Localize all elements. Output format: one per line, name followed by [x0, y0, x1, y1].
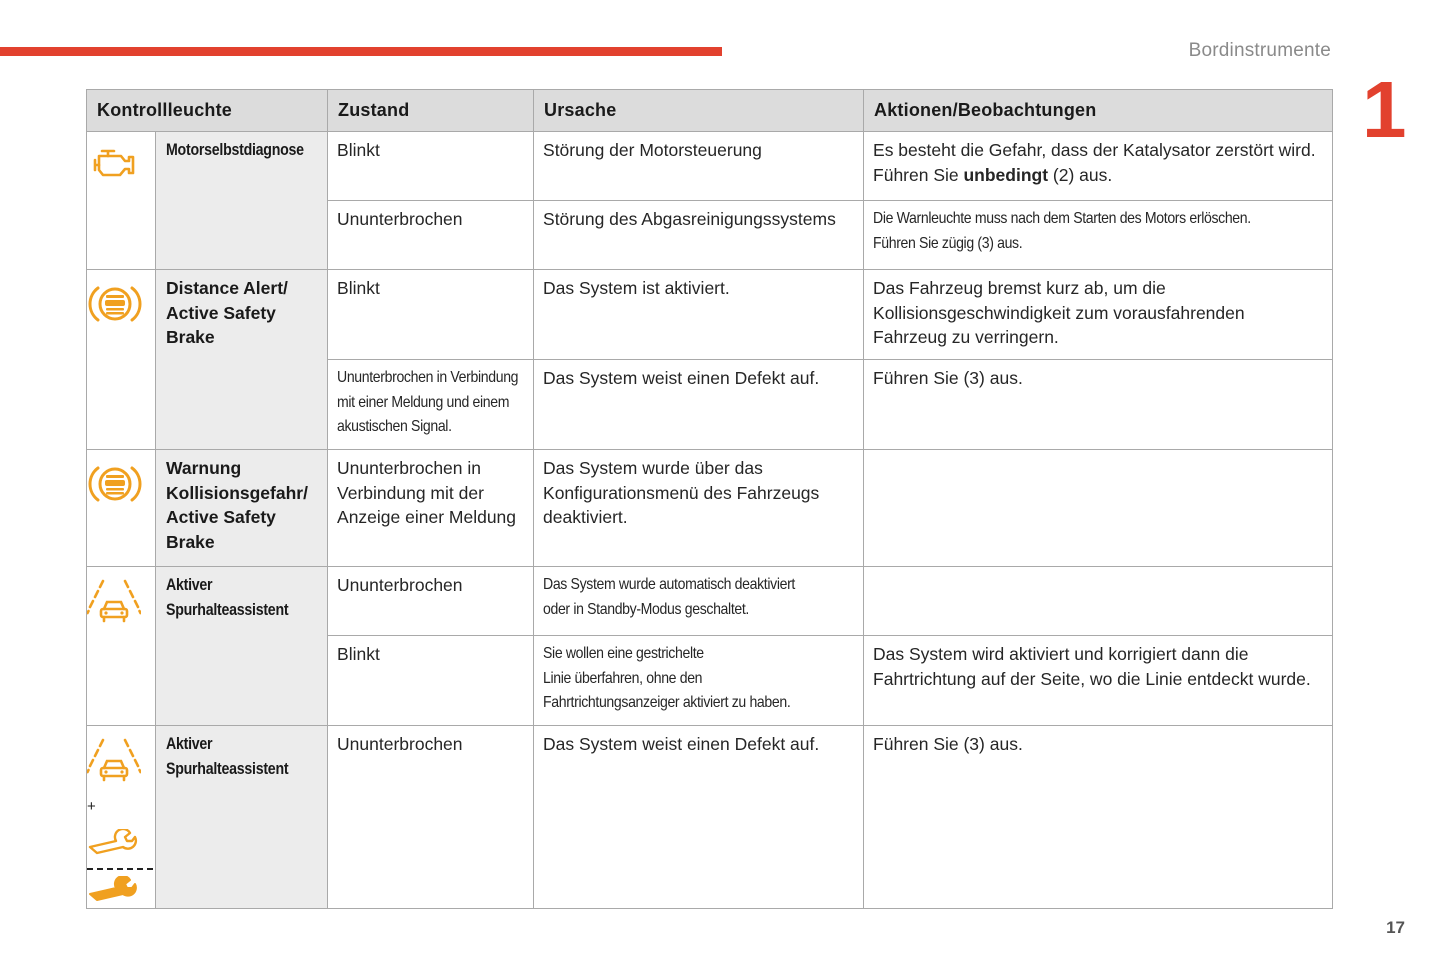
- name-cell: Warnung Kollisionsgefahr/ Active Safety Brake: [156, 450, 328, 567]
- header-aktionen: Aktionen/Beobachtungen: [864, 90, 1333, 132]
- name-cell: [156, 132, 328, 270]
- icon-cell: [87, 726, 156, 909]
- ursache-cell: Störung des Abgasreinigungssystems: [534, 201, 864, 270]
- name-cell: [156, 726, 328, 909]
- warning-lights-table: [86, 89, 1333, 909]
- header-zustand: Zustand: [328, 90, 534, 132]
- table-row: [87, 132, 1333, 201]
- header-ursache: Ursache: [534, 90, 864, 132]
- aktion-cell: Das System wird aktiviert und korrigiert dann die Fahrtrichtung auf der Seite, wo die Linie entdeckt wurde.: [864, 636, 1333, 726]
- table-row: [87, 726, 1333, 909]
- zustand-line: mit einer Meldung und einem: [337, 393, 510, 411]
- aktion-cell: Führen Sie (3) aus.: [864, 360, 1333, 450]
- name-cell: [156, 567, 328, 726]
- accent-bar: [0, 47, 722, 56]
- zustand-cell: Ununterbrochen: [328, 726, 534, 909]
- ursache-line: Sie wollen eine gestrichelte: [543, 645, 704, 662]
- icon-cell: [87, 270, 156, 450]
- aktion-line: Die Warnleuchte muss nach dem Starten des Motors erlöschen.: [873, 210, 1251, 227]
- zustand-line: Ununterbrochen in Verbindung: [337, 369, 519, 386]
- ursache-line: Fahrtrichtungsanzeiger aktiviert zu haben.: [543, 694, 791, 711]
- zustand-cell: Ununterbrochen in Verbindung mit der Anzeige einer Meldung: [328, 450, 534, 567]
- aktion-text-end: (2) aus.: [1048, 164, 1113, 185]
- header-kontrollleuchte: Kontrollleuchte: [87, 90, 328, 132]
- light-name-line: Aktiver: [166, 735, 213, 753]
- wrench-filled-icon: [87, 886, 141, 906]
- ursache-line: Das System wurde automatisch deaktiviert: [543, 576, 796, 593]
- lane-keeping-icon: [87, 607, 141, 627]
- dashed-separator: [87, 868, 153, 870]
- zustand-cell: Blinkt: [328, 132, 534, 201]
- collision-warning-icon: [87, 490, 143, 510]
- plus-sign: +: [87, 797, 96, 815]
- chapter-number: 1: [1362, 65, 1407, 154]
- icon-cell: [87, 450, 156, 567]
- ursache-cell: Das System weist einen Defekt auf.: [534, 360, 864, 450]
- ursache-line: oder in Standby-Modus geschaltet.: [543, 600, 749, 618]
- light-name-line: Aktiver: [166, 576, 213, 594]
- ursache-cell: Das System weist einen Defekt auf.: [534, 726, 864, 909]
- ursache-cell: Störung der Motorsteuerung: [534, 132, 864, 201]
- zustand-cell: Ununterbrochen: [328, 201, 534, 270]
- light-name-line: Spurhalteassistent: [166, 600, 289, 619]
- aktion-cell: [864, 201, 1333, 270]
- ursache-cell: Das System wurde über das Konfigurationsmenü des Fahrzeugs deaktiviert.: [534, 450, 864, 567]
- ursache-cell: [534, 636, 864, 726]
- page-number: 17: [1386, 918, 1405, 937]
- ursache-line: Linie überfahren, ohne den: [543, 669, 703, 687]
- ursache-cell: Das System ist aktiviert.: [534, 270, 864, 360]
- name-cell: Distance Alert/ Active Safety Brake: [156, 270, 328, 450]
- light-name: Motorselbstdiagnose: [166, 141, 304, 159]
- table-row: [87, 450, 1333, 567]
- table-row: [87, 270, 1333, 360]
- ursache-cell: [534, 567, 864, 636]
- light-name-line: Spurhalteassistent: [166, 759, 289, 778]
- aktion-cell: Führen Sie (3) aus.: [864, 726, 1333, 909]
- table-row: [87, 567, 1333, 636]
- icon-cell: [87, 132, 156, 270]
- aktion-cell: Das Fahrzeug bremst kurz ab, um die Kollisionsgeschwindigkeit zum vorausfahrenden Fahrzeug zu verringern.: [864, 270, 1333, 360]
- zustand-cell: Blinkt: [328, 270, 534, 360]
- aktion-line: Führen Sie zügig (3) aus.: [873, 234, 1023, 252]
- aktion-cell: [864, 450, 1333, 567]
- zustand-cell: Blinkt: [328, 636, 534, 726]
- section-title: Bordinstrumente: [1188, 40, 1331, 61]
- zustand-cell: [328, 360, 534, 450]
- zustand-cell: Ununterbrochen: [328, 567, 534, 636]
- zustand-line: akustischen Signal.: [337, 418, 452, 435]
- collision-warning-icon: [87, 310, 143, 330]
- table-header-row: [87, 90, 1333, 132]
- aktion-text: Es besteht die Gefahr, dass der Katalysator zerstört wird. Führen Sie: [873, 140, 1316, 185]
- aktion-cell: [864, 567, 1333, 636]
- lane-keeping-icon: [87, 766, 141, 786]
- aktion-emphasis: unbedingt: [963, 164, 1049, 185]
- icon-cell: [87, 567, 156, 726]
- engine-icon: [87, 164, 137, 184]
- wrench-outline-icon: [87, 839, 141, 859]
- aktion-cell: [864, 132, 1333, 201]
